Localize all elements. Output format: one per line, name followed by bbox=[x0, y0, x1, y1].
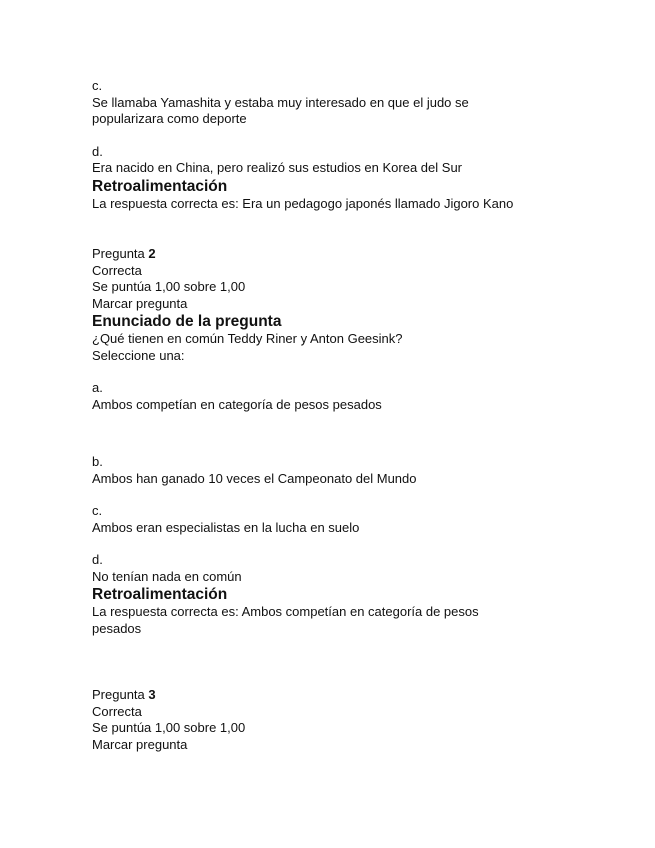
option-a[interactable] bbox=[92, 380, 612, 413]
option-letter: c. bbox=[92, 78, 103, 93]
question-text: ¿Qué tienen en común Teddy Riner y Anton Geesink? bbox=[92, 331, 403, 346]
question-number bbox=[92, 687, 612, 704]
question-statement-heading: Enunciado de la pregunta bbox=[92, 313, 282, 330]
answer-instruction: Seleccione una: bbox=[92, 347, 185, 363]
option-d[interactable] bbox=[92, 144, 612, 177]
option-text: Ambos han ganado 10 veces el Campeonato del Mundo bbox=[92, 470, 417, 486]
option-text: Ambos competían en categoría de pesos pesados bbox=[92, 396, 382, 412]
option-c[interactable] bbox=[92, 78, 612, 128]
question-score: Se puntúa 1,00 sobre 1,00 bbox=[92, 279, 246, 294]
flag-question-link[interactable]: Marcar pregunta bbox=[92, 295, 188, 311]
option-letter: c. bbox=[92, 503, 103, 518]
option-text: No tenían nada en común bbox=[92, 568, 242, 584]
option-letter: d. bbox=[92, 143, 103, 159]
question-label: Pregunta bbox=[92, 687, 145, 702]
quiz-review-page bbox=[92, 78, 612, 753]
option-letter: d. bbox=[92, 552, 103, 567]
question-number bbox=[92, 246, 612, 263]
prev-question-options bbox=[92, 78, 612, 177]
question-2-info bbox=[92, 246, 612, 312]
feedback-text: La respuesta correcta es: Ambos competían en categoría de pesos pesados bbox=[92, 604, 479, 636]
question-status: Correcta bbox=[92, 262, 142, 278]
question-label: Pregunta bbox=[92, 246, 145, 261]
question-number-value: 3 bbox=[148, 687, 156, 702]
question-2-options bbox=[92, 380, 612, 585]
feedback-text: La respuesta correcta es: Era un pedagogo japonés llamado Jigoro Kano bbox=[92, 195, 514, 211]
feedback-heading: Retroalimentación bbox=[92, 586, 228, 603]
option-d[interactable] bbox=[92, 552, 612, 585]
feedback-heading: Retroalimentación bbox=[92, 177, 228, 195]
option-text: Se llamaba Yamashita y estaba muy interesado en que el judo se popularizara como deporte bbox=[92, 94, 469, 126]
option-text: Era nacido en China, pero realizó sus estudios en Korea del Sur bbox=[92, 160, 462, 175]
question-number-value: 2 bbox=[148, 246, 156, 261]
flag-question-link[interactable]: Marcar pregunta bbox=[92, 736, 188, 752]
option-letter: a. bbox=[92, 380, 103, 395]
option-b[interactable] bbox=[92, 454, 612, 487]
question-score: Se puntúa 1,00 sobre 1,00 bbox=[92, 720, 246, 735]
option-text: Ambos eran especialistas en la lucha en suelo bbox=[92, 519, 360, 535]
option-letter: b. bbox=[92, 454, 103, 469]
option-c[interactable] bbox=[92, 503, 612, 536]
question-3-info bbox=[92, 687, 612, 753]
question-status: Correcta bbox=[92, 703, 142, 719]
